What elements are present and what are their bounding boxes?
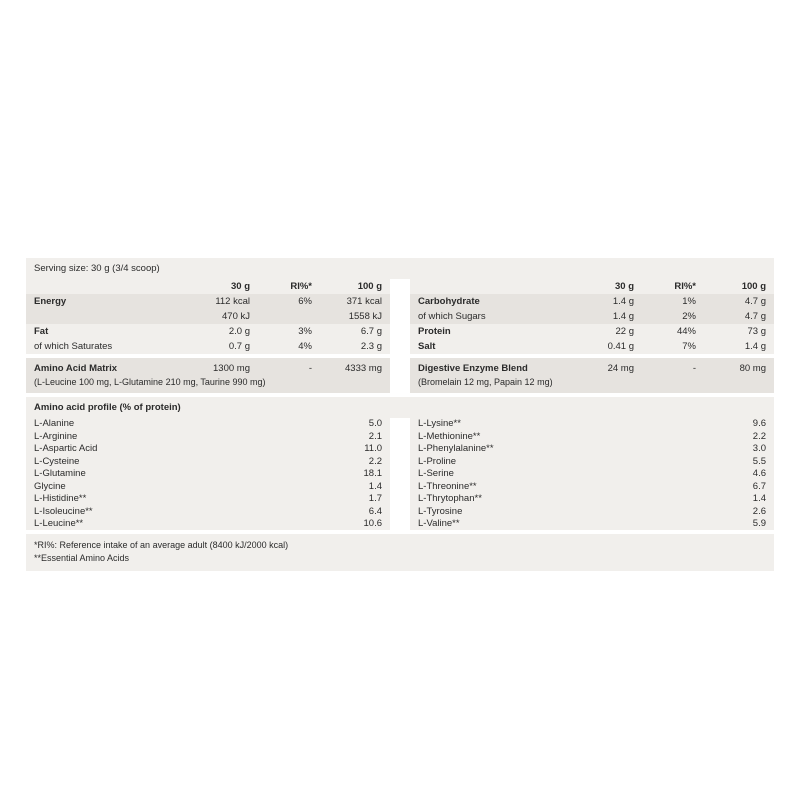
amino-profile-right: [400, 418, 774, 531]
enzyme-blend-per100: 80 mg: [739, 363, 766, 375]
list-item: [26, 493, 390, 506]
row-ri: 7%: [682, 341, 696, 353]
amino-profile-title: Amino acid profile (% of protein): [26, 397, 774, 417]
list-item: [26, 430, 390, 443]
amino-value: 18.1: [363, 468, 382, 480]
table-row: [410, 294, 774, 309]
enzyme-blend-title: Digestive Enzyme Blend: [418, 363, 528, 375]
list-item: [410, 493, 774, 506]
list-item: [410, 468, 774, 481]
row-per100: 4.7 g: [744, 311, 766, 323]
serving-size-label: Serving size: 30 g (3/4 scoop): [34, 263, 160, 274]
enzyme-blend-ri: -: [692, 363, 696, 375]
list-item: [26, 418, 390, 431]
list-item: [410, 418, 774, 431]
table-row: [26, 294, 390, 309]
amino-value: 1.4: [752, 493, 766, 505]
row-amount: 2.0 g: [228, 326, 250, 338]
list-item: [410, 480, 774, 493]
enzyme-blend-detail: (Bromelain 12 mg, Papain 12 mg): [418, 377, 553, 388]
row-amount: 0.7 g: [228, 341, 250, 353]
amino-value: 3.0: [752, 443, 766, 455]
row-label: of which Sugars: [418, 311, 486, 323]
row-amount: 1.4 g: [612, 296, 634, 308]
amino-name: L-Threonine**: [418, 480, 477, 492]
header-per100-right: 100 g: [741, 281, 766, 293]
amino-value: 9.6: [752, 418, 766, 430]
row-per100: 4.7 g: [744, 296, 766, 308]
amino-name: L-Lysine**: [418, 418, 461, 430]
row-ri: 44%: [676, 326, 696, 338]
amino-matrix-title: Amino Acid Matrix: [34, 363, 118, 375]
amino-name: L-Cysteine: [34, 455, 80, 467]
amino-matrix-amount: 1300 mg: [213, 363, 250, 375]
header-ri-left: RI%*: [290, 281, 312, 293]
row-label: Protein: [418, 326, 451, 338]
table-row: [410, 309, 774, 324]
row-amount: 112 kcal: [215, 296, 250, 308]
amino-name: L-Isoleucine**: [34, 505, 93, 517]
row-per100: 73 g: [747, 326, 766, 338]
footnote-eaa: **Essential Amino Acids: [34, 553, 130, 564]
amino-value: 2.2: [368, 455, 382, 467]
row-ri: 1%: [682, 296, 696, 308]
amino-value: 2.2: [752, 430, 766, 442]
amino-value: 11.0: [364, 443, 382, 455]
amino-name: L-Alanine: [34, 418, 75, 430]
blend-section: [26, 358, 774, 393]
header-right-cells: [410, 279, 774, 294]
amino-value: 6.4: [368, 505, 382, 517]
row-per100: 6.7 g: [360, 326, 382, 338]
row-label: Fat: [34, 326, 49, 338]
amino-value: 5.0: [368, 418, 382, 430]
amino-value: 4.6: [752, 468, 766, 480]
row-per100: 1558 kJ: [348, 311, 382, 323]
table-header-row: [26, 279, 774, 294]
list-item: [26, 468, 390, 481]
amino-value: 10.6: [363, 518, 382, 530]
nutrition-panel: [26, 258, 774, 571]
header-per100-left: 100 g: [357, 281, 382, 293]
list-item: [410, 505, 774, 518]
row-ri: 2%: [682, 311, 696, 323]
enzyme-blend: [410, 358, 774, 393]
list-item: [26, 443, 390, 456]
enzyme-blend-main: [418, 362, 766, 375]
table-row: [26, 339, 390, 354]
amino-name: Glycine: [34, 480, 66, 492]
amino-name: L-Histidine**: [34, 493, 87, 505]
amino-name: L-Phenylalanine**: [418, 443, 494, 455]
row-label: Energy: [34, 296, 67, 308]
amino-matrix: [26, 358, 390, 393]
enzyme-blend-block: [400, 358, 774, 393]
list-item: [410, 443, 774, 456]
amino-profile-body: [26, 418, 774, 531]
table-row: [26, 309, 390, 324]
amino-value: 6.7: [752, 480, 766, 492]
amino-value: 5.5: [752, 455, 766, 467]
row-amount: 470 kJ: [222, 311, 250, 323]
header-ri-right: RI%*: [674, 281, 696, 293]
amino-matrix-per100: 4333 mg: [345, 363, 382, 375]
list-item: [26, 455, 390, 468]
footnote-ri: *RI%: Reference intake of an average adult (8400 kJ/2000 kcal): [34, 540, 289, 551]
header-right: [400, 279, 774, 294]
list-item: [26, 518, 390, 531]
list-item: [410, 455, 774, 468]
table-row: [26, 324, 390, 339]
amino-name: L-Tyrosine: [418, 505, 463, 517]
amino-name: L-Serine: [418, 468, 454, 480]
row-ri: 4%: [298, 341, 312, 353]
list-item: [410, 518, 774, 531]
header-left: [26, 279, 400, 294]
nutrition-body: [26, 294, 774, 354]
amino-name: L-Arginine: [34, 430, 78, 442]
amino-name: L-Glutamine: [34, 468, 86, 480]
amino-matrix-ri: -: [308, 363, 312, 375]
amino-value: 1.7: [368, 493, 382, 505]
amino-profile-left: [26, 418, 400, 531]
amino-matrix-detail: (L-Leucine 100 mg, L-Glutamine 210 mg, Taurine 990 mg): [34, 377, 266, 388]
amino-name: L-Valine**: [418, 518, 460, 530]
row-amount: 1.4 g: [612, 311, 634, 323]
serving-size-row: [26, 258, 774, 279]
amino-value: 1.4: [368, 480, 382, 492]
row-ri: 6%: [298, 296, 312, 308]
row-label: Salt: [418, 341, 436, 353]
amino-name: L-Methionine**: [418, 430, 481, 442]
row-per100: 371 kcal: [346, 296, 382, 308]
header-amount-right: 30 g: [614, 281, 634, 293]
table-row: [410, 324, 774, 339]
amino-name: L-Leucine**: [34, 518, 84, 530]
amino-value: 2.6: [752, 505, 766, 517]
amino-name: L-Aspartic Acid: [34, 443, 98, 455]
row-amount: 22 g: [615, 326, 634, 338]
enzyme-blend-amount: 24 mg: [607, 363, 634, 375]
table-row: [410, 339, 774, 354]
amino-matrix-main: [34, 362, 382, 375]
list-item: [26, 505, 390, 518]
list-item: [26, 480, 390, 493]
row-label: Carbohydrate: [418, 296, 480, 308]
amino-name: L-Thrytophan**: [418, 493, 482, 505]
header-left-cells: [26, 279, 390, 294]
nutrition-right-column: [400, 294, 774, 354]
footnotes: [26, 534, 774, 571]
nutrition-left-column: [26, 294, 400, 354]
amino-value: 5.9: [752, 518, 766, 530]
row-label: of which Saturates: [34, 341, 113, 353]
list-item: [410, 430, 774, 443]
header-amount-left: 30 g: [230, 281, 250, 293]
amino-name: L-Proline: [418, 455, 457, 467]
row-per100: 2.3 g: [360, 341, 382, 353]
amino-matrix-block: [26, 358, 400, 393]
row-ri: 3%: [298, 326, 312, 338]
row-amount: 0.41 g: [607, 341, 634, 353]
row-per100: 1.4 g: [744, 341, 766, 353]
amino-value: 2.1: [368, 430, 382, 442]
